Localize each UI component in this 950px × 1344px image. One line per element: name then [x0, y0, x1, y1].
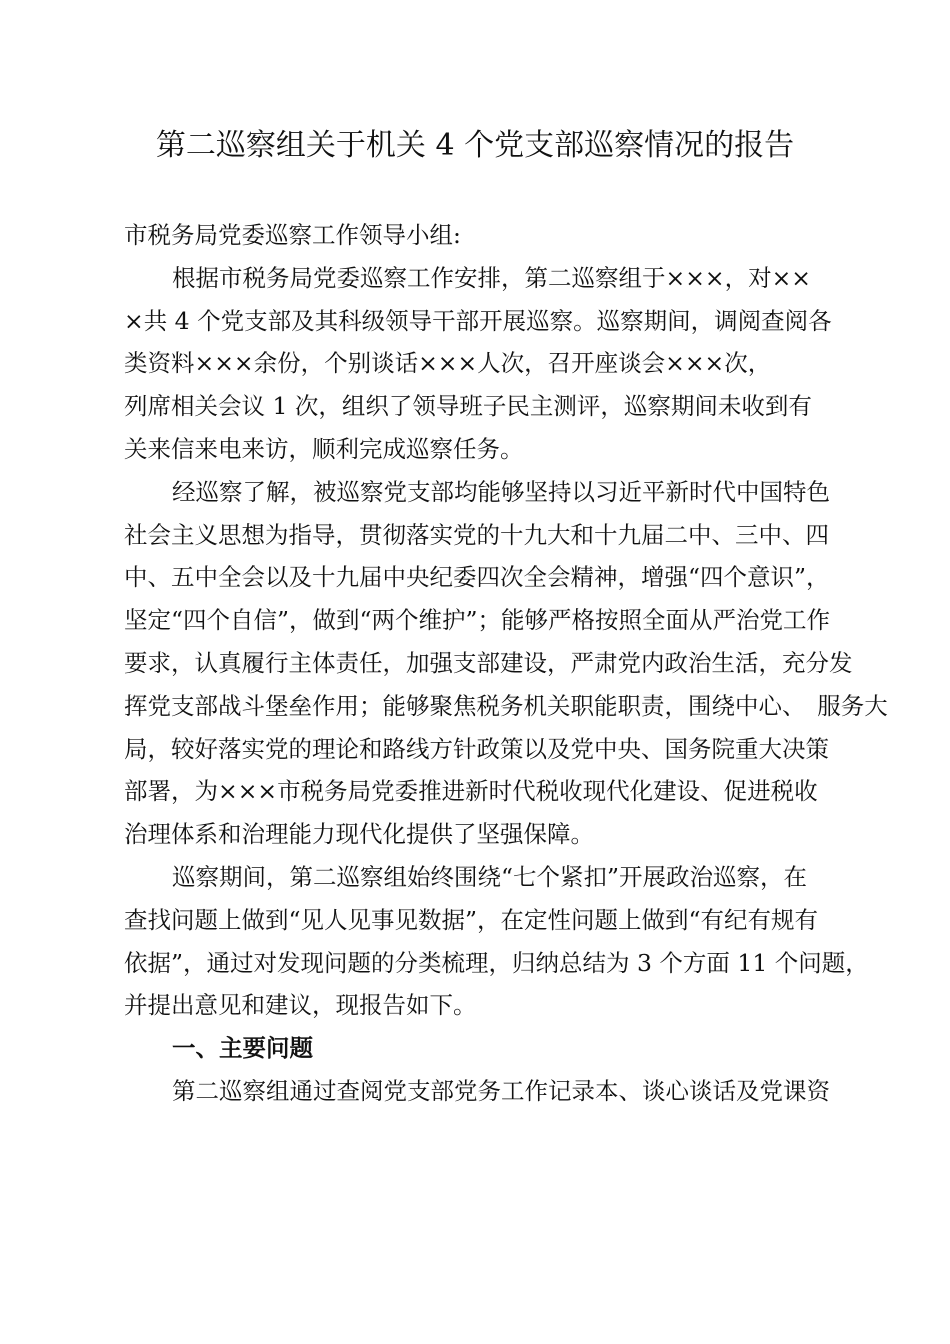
paragraph-line: 根据市税务局党委巡察工作安排，第二巡察组于×××，对××: [172, 263, 811, 292]
paragraph-line: 部署，为×××市税务局党委推进新时代税收现代化建设、促进税收: [124, 777, 818, 806]
paragraph-line: 巡察期间，第二巡察组始终围绕“七个紧扣”开展政治巡察，在: [172, 862, 808, 891]
paragraph-line: 要求，认真履行主体责任，加强支部建设，严肃党内政治生活，充分发: [124, 648, 853, 677]
paragraph-line: 局，较好落实党的理论和路线方针政策以及党中央、国务院重大决策: [124, 734, 829, 763]
paragraph: [124, 257, 834, 471]
paragraph-line: 关来信来电来访，顺利完成巡察任务。: [124, 434, 524, 463]
section-heading: 一、主要问题: [172, 1034, 313, 1063]
paragraph-line: ×共 4 个党支部及其科级领导干部开展巡察。巡察期间，调阅查阅各: [124, 306, 832, 335]
paragraph: [124, 471, 888, 856]
paragraph-line: 列席相关会议 1 次，组织了领导班子民主测评，巡察期间未收到有: [124, 392, 812, 421]
paragraph-line: 依据”，通过对发现问题的分类梳理，归纳总结为 3 个方面 11 个问题，: [124, 948, 869, 977]
paragraph: [124, 856, 869, 1027]
paragraph-line: 第二巡察组通过查阅党支部党务工作记录本、谈心谈话及党课资: [172, 1076, 830, 1105]
paragraph-line: 查找问题上做到“见人见事见数据”，在定性问题上做到“有纪有规有: [124, 905, 819, 934]
salutation: 市税务局党委巡察工作领导小组:: [124, 221, 461, 249]
paragraph-line: 挥党支部战斗堡垒作用；能够聚焦税务机关职能职责，围绕中心、 服务大: [124, 691, 888, 720]
document-title: 第二巡察组关于机关 4 个党支部巡察情况的报告: [155, 128, 795, 163]
paragraph-line: 治理体系和治理能力现代化提供了坚强保障。: [124, 820, 594, 849]
paragraph: [124, 1070, 834, 1113]
document-body: [124, 214, 888, 1113]
paragraph-line: 并提出意见和建议，现报告如下。: [124, 991, 477, 1020]
paragraph-line: 坚定“四个自信”，做到“两个维护”；能够严格按照全面从严治党工作: [124, 606, 831, 635]
paragraph-line: 经巡察了解，被巡察党支部均能够坚持以习近平新时代中国特色: [172, 477, 830, 506]
paragraph-line: 中、五中全会以及十九届中央纪委四次全会精神，增强“四个意识”，: [124, 563, 830, 592]
paragraphs: [124, 257, 888, 1027]
paragraph-line: 社会主义思想为指导，贯彻落实党的十九大和十九届二中、三中、四: [124, 520, 829, 549]
paragraph-line: 类资料×××余份，个别谈话×××人次，召开座谈会×××次，: [124, 349, 772, 378]
